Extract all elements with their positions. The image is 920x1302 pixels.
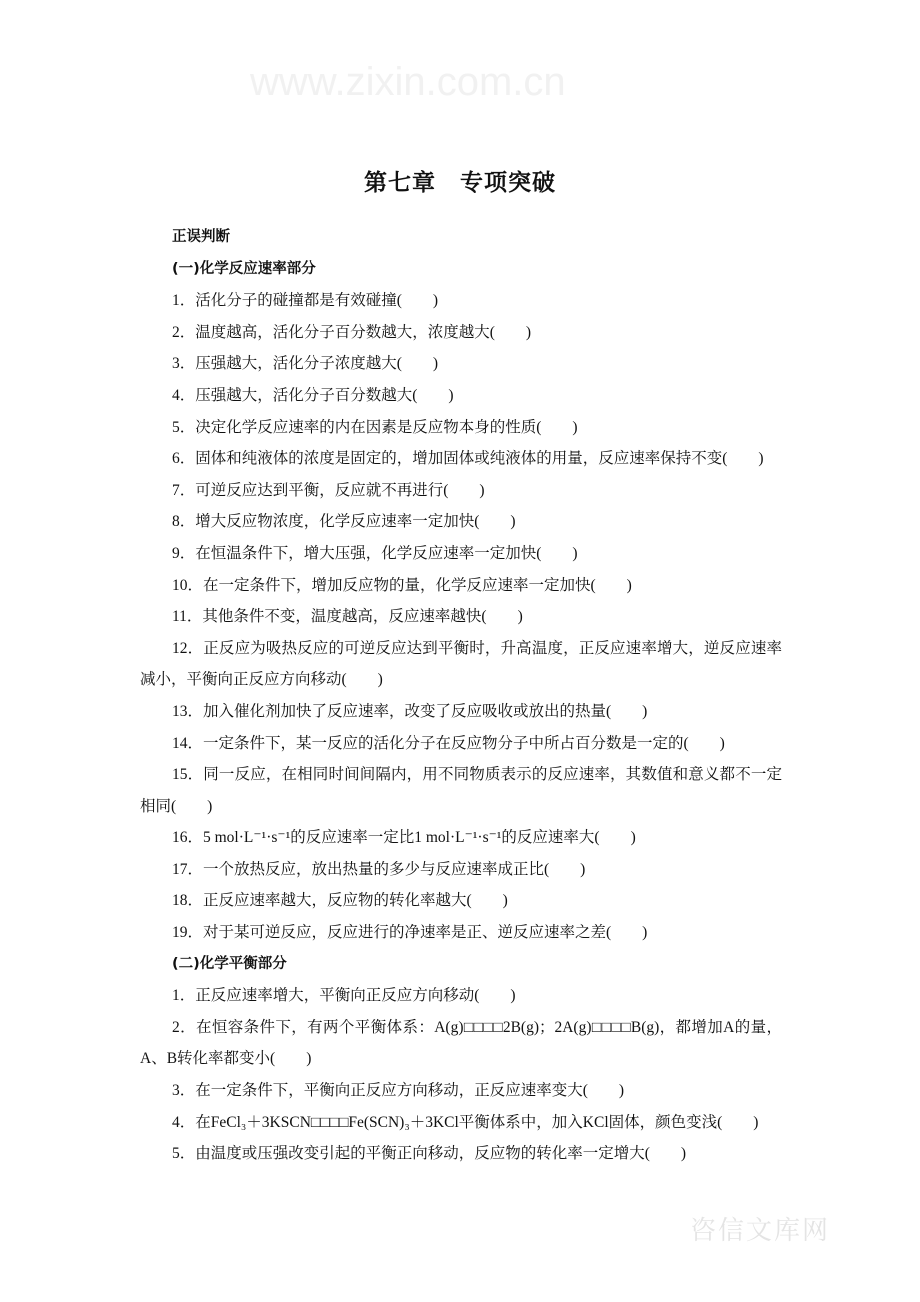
question-item: 18．正反应速率越大，反应物的转化率越大( ) [172,892,508,910]
section-heading: 正误判断 [172,229,230,245]
watermark-url: www.zixin.com.cn [250,60,566,104]
question-item: 19．对于某可逆反应，反应进行的净速率是正、逆反应速率之差( ) [172,924,648,942]
question-item: 13．加入催化剂加快了反应速率，改变了反应吸收或放出的热量( ) [172,702,648,720]
question-item: 7．可逆反应达到平衡，反应就不再进行( ) [172,481,485,499]
section-heading: (二)化学平衡部分 [172,955,287,972]
question-item: 5．由温度或压强改变引起的平衡正向移动，反应物的转化率一定增大( ) [172,1145,687,1163]
question-item: 4．压强越大，活化分子百分数越大( ) [172,386,454,404]
question-item: 2．温度越高，活化分子百分数越大，浓度越大( ) [172,323,532,341]
question-item: 4．在FeCl₃＋3KSCN□□□□Fe(SCN)₃＋3KCl平衡体系中，加入KCl固体，颜色变浅( ) [172,1113,759,1131]
question-item: 2．在恒容条件下，有两个平衡体系：A(g)□□□□2B(g)；2A(g)□□□□B(g)，都增加A的量，A、B转化率都变小( ) [140,1018,782,1068]
question-item: 9．在恒温条件下，增大压强，化学反应速率一定加快( ) [172,544,578,562]
question-item: 8．增大反应物浓度，化学反应速率一定加快( ) [172,513,516,531]
question-item: 11．其他条件不变，温度越高，反应速率越快( ) [172,608,523,626]
section-heading: (一)化学反应速率部分 [172,260,316,277]
document-body [140,222,782,1170]
page-title: 第七章 专项突破 [364,170,556,196]
question-item: 17．一个放热反应，放出热量的多少与反应速率成正比( ) [172,860,586,878]
question-item: 1．活化分子的碰撞都是有效碰撞( ) [172,292,439,310]
question-item: 3．在一定条件下，平衡向正反应方向移动，正反应速率变大( ) [172,1082,625,1100]
question-item: 5．决定化学反应速率的内在因素是反应物本身的性质( ) [172,418,578,436]
question-item: 6．固体和纯液体的浓度是固定的，增加固体或纯液体的用量，反应速率保持不变( ) [172,450,764,468]
question-item: 12．正反应为吸热反应的可逆反应达到平衡时，升高温度，正反应速率增大，逆反应速率减小，平衡向正反应方向移动( ) [140,639,782,689]
question-item: 10．在一定条件下，增加反应物的量，化学反应速率一定加快( ) [172,576,632,594]
question-item: 16．5 mol·L⁻¹·s⁻¹的反应速率一定比1 mol·L⁻¹·s⁻¹的反应速率大( ) [172,829,636,847]
question-item: 1．正反应速率增大，平衡向正反应方向移动( ) [172,987,516,1005]
question-item: 14．一定条件下，某一反应的活化分子在反应物分子中所占百分数是一定的( ) [172,734,725,752]
question-item: 3．压强越大，活化分子浓度越大( ) [172,355,439,373]
watermark-logo: 咨信文库网 [690,1216,831,1245]
question-item: 15．同一反应，在相同时间间隔内，用不同物质表示的反应速率，其数值和意义都不一定相同( ) [140,766,782,815]
